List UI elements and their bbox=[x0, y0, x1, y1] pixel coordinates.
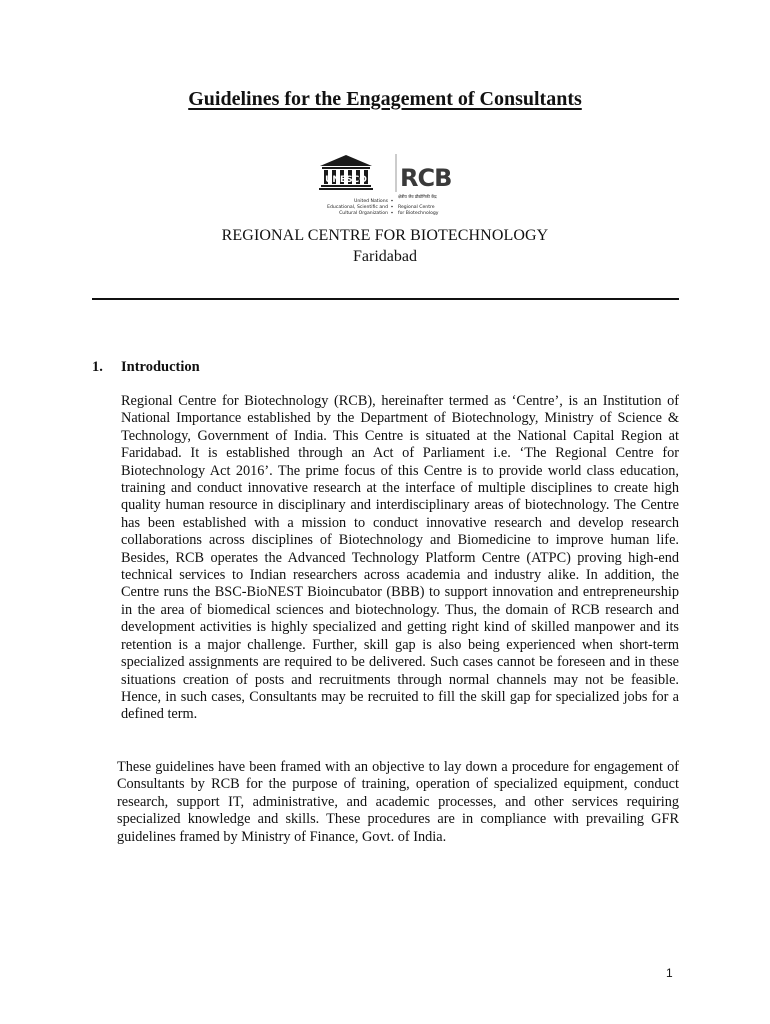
section-number: 1. bbox=[92, 359, 103, 375]
header-divider bbox=[92, 298, 679, 300]
intro-paragraph-1: Regional Centre for Biotechnology (RCB), hereinafter termed as ‘Centre’, is an Institution of National Importance established by the Department of Biotechnology, Ministry of Science & Technology, Government of India. This Centre is situated at the National Capital Region at Faridabad. It is established through an Act of Parliament i.e. ‘The Regional Centre for Biotechnology Act 2016’. The prime focus of this Centre is to provide world class education, training and conduct innovative research at the interface of multiple disciplines to create high quality human resource in disciplinary and interdisciplinary areas of biotechnology. The Centre has been established with a mission to conduct innovative research and develop research collaborations across disciplines of Biotechnology and Biomedicine to improve human life. Besides, RCB operates the Advanced Technology Platform Centre (ATPC) proving high-end technical services to Indian researchers across academia and industry alike. In addition, the Centre runs the BSC-BioNEST Bioincubator (BBB) to support innovation and entrepreneurship in the area of biomedical sciences and biotechnology. Thus, the domain of RCB research and development activities is highly specialized and getting right kind of skilled manpower and its retention is a major challenge. Further, skill gap is also being experienced when short-term specialized assignments are required to be delivered. Such cases cannot be foreseen and in these situations creation of posts and recruitments through normal channels may not be feasible. Hence, in such cases, Consultants may be recruited to fill the skill gap for specialized jobs for a defined term. bbox=[121, 393, 679, 723]
rcb-caption-2: for Biotechnology bbox=[398, 211, 439, 216]
organization-city: Faridabad bbox=[353, 248, 417, 265]
organization-logo bbox=[318, 152, 458, 220]
rcb-wordmark: RCB bbox=[400, 164, 452, 192]
document-title: Guidelines for the Engagement of Consultants bbox=[188, 88, 582, 110]
unesco-caption-2: Educational, Scientific and bbox=[327, 205, 388, 210]
unesco-wordmark: UNESCO bbox=[325, 175, 367, 185]
organization-name: REGIONAL CENTRE FOR BIOTECHNOLOGY bbox=[221, 227, 549, 244]
intro-paragraph-2: These guidelines have been framed with an objective to lay down a procedure for engagement of Consultants by RCB for the purpose of training, operation of specialized equipment, conduct research, support IT, administrative, and academic processes, and other services requiring specialized knowledge and skills. These procedures are in compliance with prevailing GFR guidelines framed by Ministry of Finance, Govt. of India. bbox=[117, 759, 679, 845]
rcb-caption-hindi: क्षेत्रीय जैव प्रौद्योगिकी केंद्र bbox=[398, 194, 437, 199]
rcb-caption-1: Regional Centre bbox=[398, 205, 435, 210]
page-number: 1 bbox=[666, 966, 673, 980]
unesco-caption-1: United Nations bbox=[354, 199, 388, 204]
section-title: Introduction bbox=[121, 359, 200, 375]
unesco-caption-3: Cultural Organization bbox=[339, 211, 388, 216]
